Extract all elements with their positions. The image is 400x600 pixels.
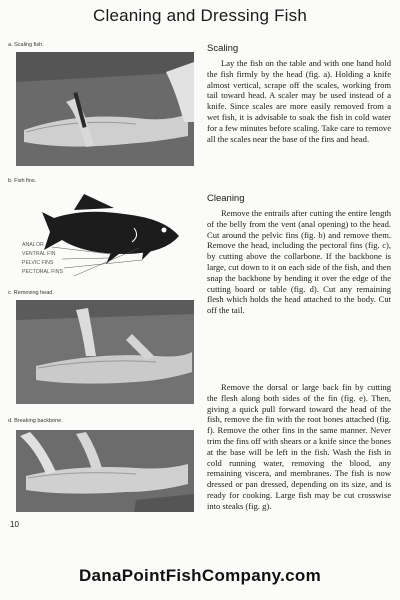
scaling-paragraph	[207, 58, 391, 144]
section-heading-cleaning: Cleaning	[207, 193, 245, 204]
figure-a-caption: a. Scaling fish.	[8, 42, 44, 48]
scaling-text: Lay the fish on the table and with one hand hold the fish firmly by the head (fig. a). Holding a knife almost vertical, scrape off the scales, working from tail toward head. A scaler may be used instead of a knife. Since scales are more easily removed from a wet fish, it is advisable to soak the fish in cold water for a few minutes before scaling. Take care to remove all the scales near the base of the fins and head.	[207, 58, 391, 144]
section-heading-scaling: Scaling	[207, 43, 239, 54]
label-pectoral-fins: PECTORAL FINS	[22, 269, 63, 275]
figure-c-photo	[16, 300, 194, 404]
label-or: OR	[36, 242, 44, 248]
label-ventral-fin: VENTRAL FIN	[22, 251, 56, 257]
page-title: Cleaning and Dressing Fish	[92, 6, 308, 25]
fish-silhouette	[42, 194, 179, 264]
label-pelvic-fins: PELVIC FINS	[22, 260, 54, 266]
cleaning-text-2: Remove the dorsal or large back fin by cutting the flesh along both sides of the fin (fig. e). Then, giving a quick pull forward toward the head of the fish, remove the fin with the root bones attached (fig. f). Remove the other fins in the same manner. Never trim the fins off with shears or a knife since the bones at the base will be left in the fish. Wash the fish in cold running water, removing the blood, any remaining viscera, and membranes. The fish is now dressed or pan dressed, depending on its size, and is ready for cooking. Large fish may be cut crosswise into steaks (fig. g).	[207, 382, 391, 511]
figure-d-photo	[16, 430, 194, 512]
label-anal: ANAL	[22, 242, 36, 248]
figure-b-caption: b. Fish fins.	[8, 178, 37, 184]
cleaning-paragraph-2	[207, 382, 391, 512]
page-number: 10	[10, 520, 19, 529]
watermark: DanaPointFishCompany.com	[78, 566, 322, 585]
cleaning-text-1: Remove the entrails after cutting the entire length of the belly from the vent (anal opening) to the head. Cut around the pelvic fins (fig. b) and remove them. Remove the head, including the pectoral fins (fig. c), by cutting above the collarbone. If the backbone is large, cut down to it on each side of the fish, and then snap the backbone by bending it over the edge of the cutting board or table (fig. d). Cut any remaining flesh which holds the head attached to the body. Cut off the tail.	[207, 208, 391, 316]
cleaning-paragraph-1	[207, 208, 391, 316]
fish-fins-diagram	[14, 188, 196, 278]
figure-c-caption: c. Removing head.	[8, 290, 54, 296]
figure-d-caption: d. Breaking backbone.	[8, 418, 63, 424]
figure-a-photo	[16, 52, 194, 166]
